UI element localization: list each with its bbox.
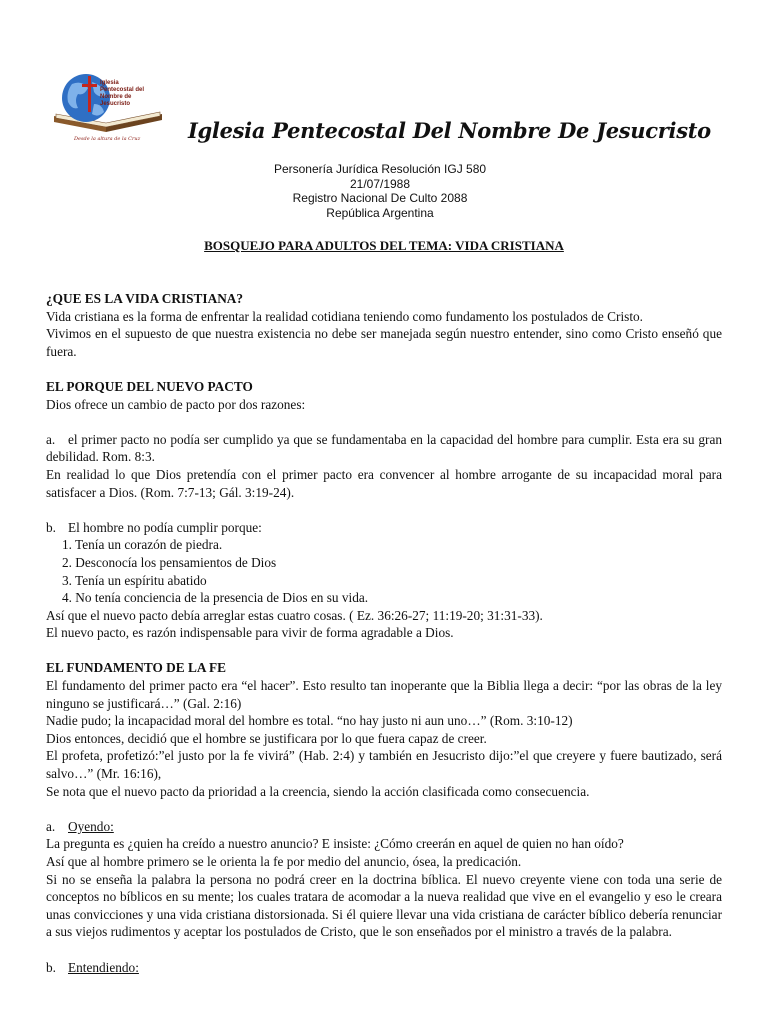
- paragraph: Dios entonces, decidió que el hombre se justificara por lo que fuera capaz de creer.: [46, 730, 487, 746]
- document-title: BOSQUEJO PARA ADULTOS DEL TEMA: VIDA CRISTIANA: [204, 238, 564, 253]
- item-label: a.: [46, 818, 56, 834]
- list-item-a: [46, 431, 722, 466]
- item-text: El hombre no podía cumplir porque:: [68, 519, 262, 535]
- logo-text-line: Iglesia: [100, 80, 119, 86]
- logo-text-line: Nombre de: [100, 94, 132, 100]
- item-label: b.: [46, 959, 56, 975]
- paragraph: Así que al hombre primero se le orienta la fe por medio del anuncio, ósea, la predicación.: [46, 854, 522, 869]
- legal-line: Registro Nacional De Culto 2088: [292, 191, 468, 205]
- legal-line: Personería Jurídica Resolución IGJ 580 21/07/1988: [273, 162, 487, 191]
- logo-text-line: Jesucristo: [100, 101, 131, 107]
- paragraph: Dios ofrece un cambio de pacto por dos razones:: [46, 396, 306, 412]
- list-item-b: [46, 519, 722, 537]
- list-item: 1. Tenía un corazón de piedra.: [62, 537, 223, 553]
- list-item: 3. Tenía un espíritu abatido: [62, 572, 207, 588]
- logo-text-line: Pentecostal del: [100, 87, 145, 93]
- list-item: 4. No tenía conciencia de la presencia de Dios en su vida.: [62, 590, 369, 606]
- logo-motto: Desde la altura de la Cruz: [74, 136, 141, 142]
- paragraph: Vivimos en el supuesto de que nuestra existencia no debe ser manejada según nuestro entender, sino como Cristo enseñó que fuera.: [46, 326, 722, 359]
- subsection-title: Entendiendo:: [68, 959, 139, 975]
- paragraph: El fundamento del primer pacto era “el hacer”. Esto resulto tan inoperante que la Biblia llega a decir: “por las obras de la ley ninguno se justificará…” (Gal. 2:16): [46, 678, 722, 711]
- church-logo: [48, 70, 168, 150]
- item-label: a.: [46, 431, 56, 447]
- section-heading: EL PORQUE DEL NUEVO PACTO: [46, 378, 253, 394]
- church-name-title: Iglesia Pentecostal Del Nombre De Jesucristo: [188, 118, 711, 143]
- item-label: b.: [46, 519, 56, 535]
- paragraph: La pregunta es ¿quien ha creído a nuestro anuncio? E insiste: ¿Cómo creerán en aquel de quien no han oído?: [46, 836, 624, 852]
- reasons-list: [46, 536, 722, 606]
- document-body: [46, 290, 722, 976]
- paragraph: Nadie pudo; la incapacidad moral del hombre es total. “no hay justo ni aun uno…” (Rom. 3:10-12): [46, 713, 573, 729]
- paragraph: Así que el nuevo pacto debía arreglar estas cuatro cosas. ( Ez. 36:26-27; 11:19-20; 31:31-33).: [46, 607, 543, 623]
- subsection-title: Oyendo:: [68, 818, 114, 834]
- paragraph: En realidad lo que Dios pretendía con el primer pacto era convencer al hombre arrogante de su incapacidad moral para satisfacer a Dios. (Rom. 7:7-13; Gál. 3:19-24).: [46, 466, 722, 500]
- subsection-b: [46, 959, 722, 977]
- subsection-a: [46, 818, 722, 836]
- legal-info: [250, 162, 510, 220]
- section-heading: EL FUNDAMENTO DE LA FE: [46, 660, 227, 676]
- paragraph: Vida cristiana es la forma de enfrentar la realidad cotidiana teniendo como fundamento los postulados de Cristo.: [46, 308, 643, 324]
- section-heading: ¿QUE ES LA VIDA CRISTIANA?: [46, 291, 244, 306]
- paragraph: El profeta, profetizó:”el justo por la fe vivirá” (Hab. 2:4) y también en Jesucristo dijo:”el que creyere y fuere bautizado, será salvo…” (Mr. 16:16),: [46, 748, 722, 782]
- paragraph: Se nota que el nuevo pacto da prioridad a la creencia, siendo la acción clasificada como consecuencia.: [46, 783, 590, 799]
- legal-line: República Argentina: [326, 205, 434, 220]
- paragraph: Si no se enseña la palabra la persona no podrá creer en la doctrina bíblica. El nuevo creyente viene con toda una serie de conceptos no bíblicos en su mente; los cuales tratara de acomodar a la nueva realidad que vive en el evangelio y eso le creara unas convicciones y una vida cristiana distorsionada. Si él quiere llevar una vida cristiana de carácter bíblico debería renunciar a sus viejos rudimentos y aceptar los postulados de Cristo, que le son enseñados por el ministro a través de la palabra.: [46, 871, 722, 940]
- list-item: 2. Desconocía los pensamientos de Dios: [62, 554, 277, 570]
- item-text: el primer pacto no podía ser cumplido ya que se fundamentaba en la capacidad del hombre para cumplir. Esta era su gran debilidad. Rom. 8:3.: [46, 431, 722, 465]
- paragraph: El nuevo pacto, es razón indispensable para vivir de forma agradable a Dios.: [46, 625, 454, 641]
